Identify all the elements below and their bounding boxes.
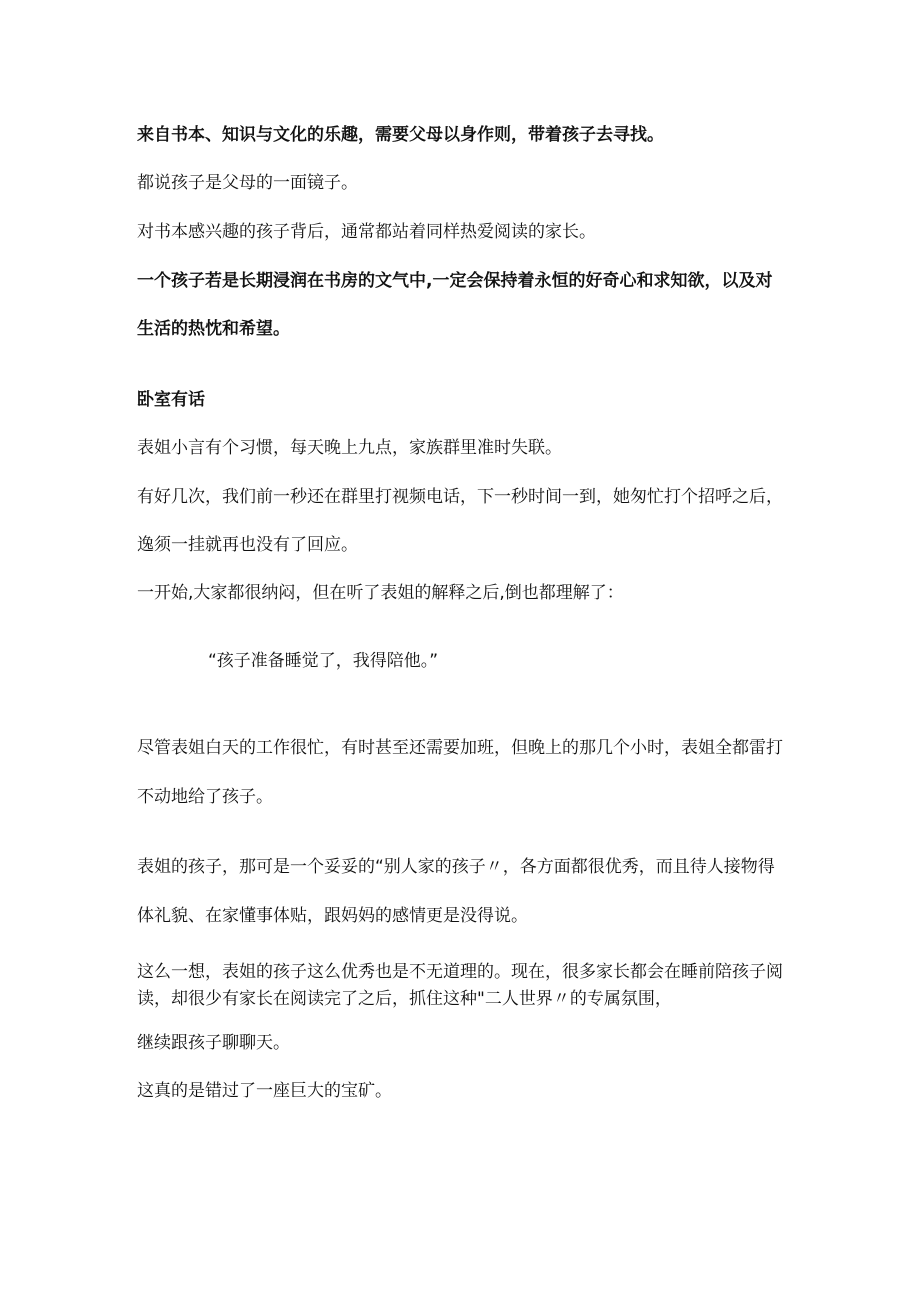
paragraph-8-line-2: 不动地给了孩子。 (137, 787, 273, 807)
paragraph-3: 对书本感兴趣的孩子背后，通常都站着同样热爱阅读的家长。 (137, 222, 596, 242)
paragraph-bold-4-line-1: 一个孩子若是长期浸润在书房的文气中,一定会保持着永恒的好奇心和求知欲，以及对 (137, 271, 773, 291)
paragraph-bold-4-line-2: 生活的热忱和希望。 (137, 319, 290, 339)
paragraph-6-line-1: 有好几次，我们前一秒还在群里打视频电话，下一秒时间一到，她匆忙打个招呼之后， (137, 487, 783, 507)
paragraph-10-line-2: 读，却很少有家长在阅读完了之后，抓住这种"二人世界〃的专属氛围， (137, 989, 672, 1009)
paragraph-9-line-2: 体礼貌、在家懂事体贴，跟妈妈的感情更是没得说。 (137, 906, 528, 926)
paragraph-7: 一开始,大家都很纳闷，但在听了表姐的解释之后,倒也都理解了： (137, 583, 624, 603)
paragraph-9-line-1: 表姐的孩子，那可是一个妥妥的“别人家的孩子〃，各方面都很优秀，而且待人接物得 (137, 857, 775, 877)
paragraph-10-line-3: 继续跟孩子聊聊天。 (137, 1033, 290, 1053)
paragraph-bold-1: 来自书本、知识与文化的乐趣，需要父母以身作则，带着孩子去寻找。 (137, 125, 664, 145)
paragraph-8-line-1: 尽管表姐白天的工作很忙，有时甚至还需要加班，但晚上的那几个小时，表姐全都雷打 (137, 738, 783, 758)
paragraph-5: 表姐小言有个习惯，每天晚上九点，家族群里准时失联。 (137, 438, 562, 458)
section-heading: 卧室有话 (137, 390, 205, 410)
quote: “孩子准备睡觉了，我得陪他。” (208, 651, 439, 671)
paragraph-2: 都说孩子是父母的一面镜子。 (137, 173, 358, 193)
paragraph-10-line-1: 这么一想，表姐的孩子这么优秀也是不无道理的。现在，很多家长都会在睡前陪孩子阅 (137, 962, 783, 982)
paragraph-11: 这真的是错过了一座巨大的宝矿。 (137, 1081, 392, 1101)
paragraph-6-line-2: 逸须一挂就再也没有了回应。 (137, 535, 358, 555)
